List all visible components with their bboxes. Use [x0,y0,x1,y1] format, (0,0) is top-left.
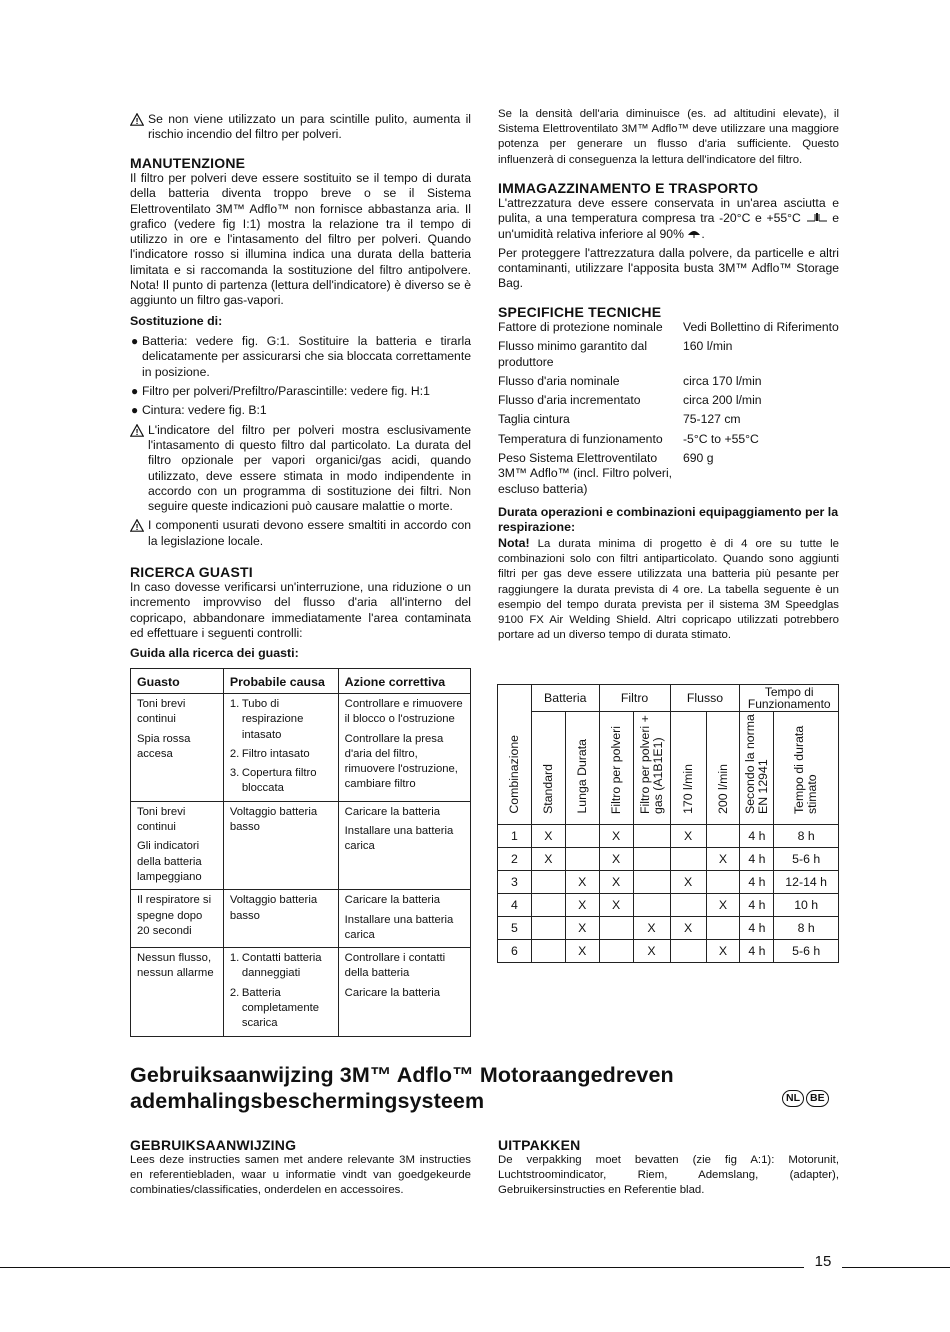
table-cell: X [599,894,633,917]
group-header: Tempo di Funzionamento [740,685,839,712]
table-cell: X [565,917,599,940]
spec-label: Fattore di protezione nominale [498,320,663,334]
column-header-label: Standard [540,764,555,814]
column-header [706,712,740,825]
table-row [498,940,839,963]
gebruik-text: Lees deze instructies samen met andere relevante 3M instructies en referentiebladen, waar u informatie vindt van goedgekeurde combinaties/classificaties, onderdelen en accessoires. [130,1154,471,1197]
warning-icon [130,424,144,437]
spec-value: Vedi Bollettino di Riferimento [683,320,839,334]
uitpakken-text: De verpakking moet bevatten (zie fig A:1): Motorunit, Luchtstroomindicator, Riem, Ademslang, (adapter), Gebruikersinstructies en Referentie blad. [498,1154,839,1197]
warning-icon [130,113,144,126]
table-row [498,894,839,917]
cell-value: Copertura filtro bloccata [241,767,317,795]
list-item: ● Batteria: vedere fig. G:1. Sostituire la batteria e tirarla delicatamente per assicurarsi che sia bloccata correttamente in posizione. [131,334,471,379]
table-cell [531,917,565,940]
section-heading-ricerca-guasti: RICERCA GUASTI [130,564,253,580]
item-number: 3. [229,767,240,780]
table-cell: 12-14 h [774,871,839,894]
table-cell: X [565,940,599,963]
spec-value: -5°C to +55°C [683,431,759,446]
manutenzione-text: Il filtro per polveri deve essere sostituito se il tempo di durata della batteria diventa troppo breve o se il Sistema Elettroventilato 3M™ Adflo™ non fornisce abbastanza aria. Il grafico (vedere fig I:1) mostra la relazione tra il tempo di utilizzo in ore e l'intasamento del filtro per polveri. Quando l'indicatore rosso si illumina indica una durata della batteria limitata e si raccomanda la sostituzione del filtro antipolvere. Nota! Il punto di partenza (lettura dell'indicatore) è diverso se è aggiunto un filtro gas-vapori. [130,171,471,308]
column-header [740,712,774,825]
spec-label: Temperatura di funzionamento [498,431,663,446]
table-cell: X [565,894,599,917]
spec-row [498,432,839,451]
spec-value: 75-127 cm [683,412,741,427]
table-header-row [131,669,471,694]
warning-spark-arrestor: Se non viene utilizzato un para scintille pulito, aumenta il rischio incendio del filtro per polveri. [130,112,471,143]
table-cell [706,825,740,848]
cell-text [230,893,333,924]
page-number: 15 [814,1253,832,1270]
combination-table [497,684,839,963]
column-header: Azione correttiva [338,669,470,694]
cell-value: Voltaggio batteria basso [229,805,318,834]
table-cell: X [565,871,599,894]
column-header [531,712,565,825]
table-row [498,871,839,894]
spec-label: Flusso d'aria nominale [498,373,620,388]
column-header-label: 170 l/min [680,764,695,814]
cell-text: Installare una batteria carica [344,825,454,853]
cell-value: Tubo di respirazione intasato [241,698,304,741]
column-header [565,712,599,825]
table-cell: X [633,917,670,940]
table-cell: 6 [498,940,532,963]
table-cell: X [670,917,706,940]
nl-title: Gebruiksaanwijzing 3M™ Adflo™ Motoraangedreven ademhalingsbeschermingsysteem [130,1063,674,1113]
table-cell: X [599,848,633,871]
group-header: Flusso [670,685,740,712]
group-header-row [498,685,839,712]
warning-filter-indicator: L'indicatore del filtro per polveri mostra esclusivamente l'intasamento di questo filtro dal particolato. La durata del filtro opzionale per vapori organici/gas acidi, quando utilizzato, deve essere stimata in modo indipendente in accordo con un programma di sostituzione dei filtri. Non seguire queste indicazioni può causare malattie o morte. [130,423,471,515]
table-cell: X [599,871,633,894]
column-header-label: 200 l/min [715,764,730,814]
warning-disposal: I componenti usurati devono essere smaltiti in accordo con la legislazione locale. [130,518,471,549]
table-cell [131,801,224,889]
table-cell [531,894,565,917]
table-cell [670,848,706,871]
spec-row [498,320,839,339]
list-item: ● Cintura: vedere fig. B:1 [131,403,267,418]
table-cell: 3 [498,871,532,894]
table-cell [633,894,670,917]
table-row [498,825,839,848]
language-badge: NL [782,1090,804,1107]
table-row [131,801,471,889]
table-row [498,848,839,871]
cell-text: Controllare e rimuovere il blocco o l'ostruzione [344,698,463,726]
cell-text [230,986,333,1032]
cell-text: Gli indicatori della batteria lampeggiano [137,840,202,883]
section-heading-specifiche: SPECIFICHE TECNICHE [498,304,662,320]
column-header-label: Tempo di durata stimato [792,725,820,814]
language-badges [782,1090,829,1107]
item-number: 1. [229,698,240,710]
table-cell [599,940,633,963]
section-heading-gebruiksaanwijzing: GEBRUIKSAANWIJZING [130,1137,297,1153]
spec-value: 690 g [683,451,714,466]
table-cell [338,948,470,1036]
cell-text [230,951,333,982]
group-header: Batteria [531,685,599,712]
bullet-icon: ● [131,334,139,349]
spec-value: circa 200 l/min [683,393,762,408]
cell-text: Toni brevi continui [137,698,186,726]
table-cell: X [670,871,706,894]
cell-text: Nessun flusso, nessun allarme [137,952,214,980]
cell-text: Installare una batteria carica [344,913,454,941]
cell-text: Toni brevi continui [137,805,186,834]
guida-label: Guida alla ricerca dei guasti: [130,646,299,661]
table-cell [131,890,224,948]
column-header [774,712,839,825]
table-cell: 4 h [740,894,774,917]
table-cell [338,801,470,889]
table-cell [670,894,706,917]
table-cell: 1 [498,825,532,848]
humidity-icon [687,228,701,239]
column-header: Probabile causa [223,669,338,694]
table-cell: X [633,940,670,963]
ricerca-text: In caso dovesse verificarsi un'interruzione, una riduzione o un incremento improvviso del flusso d'aria all'interno del copricapo, abbandonare immediatamente l'area contaminata ed effettuare i seguenti controlli: [130,580,471,640]
table-cell [599,917,633,940]
cell-text: Caricare la batteria [344,986,441,999]
table-cell [633,848,670,871]
spec-row [498,339,839,374]
column-header-label: Secondo la norma EN 12941 [742,714,770,814]
section-heading-immagazzinamento: IMMAGAZZINAMENTO E TRASPORTO [498,180,759,196]
cell-text: Caricare la batteria [344,894,441,907]
table-cell [531,871,565,894]
table-cell [223,801,338,889]
cell-value: Filtro intasato [241,747,310,760]
table-cell [223,890,338,948]
spec-row [498,393,839,412]
column-header-label: Filtro per polveri + gas (A1B1E1) [637,715,665,814]
column-header [633,712,670,825]
table-cell [223,948,338,1036]
table-cell: 8 h [774,825,839,848]
cell-text [230,805,333,836]
footer-rule [0,1267,804,1268]
table-cell: X [531,848,565,871]
cell-value: Contatti batteria danneggiati [241,952,322,980]
table-row [131,890,471,948]
column-header [599,712,633,825]
cell-text: Il respiratore si spegne dopo 20 secondi [137,894,212,937]
table-cell: 4 h [740,940,774,963]
list-item: ● Filtro per polveri/Prefiltro/Parascintille: vedere fig. H:1 [131,384,430,399]
cell-text [230,766,333,797]
cell-text: Spia rossa accesa [137,732,191,760]
table-cell [633,825,670,848]
table-cell [565,825,599,848]
column-header-label: Lunga Durata [574,739,589,814]
item-number: 1. [229,952,240,965]
item-number: 2. [229,986,240,999]
table-cell [338,890,470,948]
section-heading-manutenzione: MANUTENZIONE [130,155,246,171]
nota-text: Nota! La durata minima di progetto è di 4 ore su tutte le combinazioni solo con filtri antiparticolato. Quando sono aggiunti filtri per gas deve essere utilizzata una batteria più pesante per raggiungere la durata prevista di 4 ore. La tabella seguente è un esempio del tempo durata prevista per il sistema 3M Speedglas 9100 FX Air Welding Shield. Altri copricapo utilizzati potrebbero portare ad un diverso tempo di durata stimato. [498,535,839,642]
spec-value: circa 170 l/min [683,373,762,388]
table-cell: X [599,825,633,848]
storage-bag-text: Per proteggere l'attrezzatura dalla polvere, da particelle e altri contaminanti, utilizzare l'apposita busta 3M™ Adflo™ Storage Bag. [498,245,839,291]
table-cell [531,940,565,963]
spec-label: Flusso minimo garantito dal produttore [498,339,648,369]
nl-right-column [498,1137,839,1199]
table-cell: X [531,825,565,848]
spec-label: Peso Sistema Elettroventilato 3M™ Adflo™ (incl. Filtro polveri, escluso batteria) [498,451,673,496]
item-number: 2. [229,747,240,760]
table-cell [131,694,224,802]
table-cell: 4 h [740,848,774,871]
table-cell: 4 h [740,871,774,894]
spec-row [498,412,839,431]
language-badge: BE [806,1090,829,1107]
bullet-icon: ● [131,384,139,399]
cell-text: Controllare la presa d'aria del filtro, rimuovere l'ostruzione, cambiare filtro [344,732,458,791]
air-density-text: Se la densità dell'aria diminuisce (es. ad altitudini elevate), il Sistema Elettroventilato 3M™ Adflo™ deve utilizzare una maggiore potenza per generare un flusso d'aria sufficiente. Questo influenzerà di conseguenza la lettura dell'indicatore del filtro. [498,108,839,166]
cell-value: Voltaggio batteria basso [229,894,318,922]
table-cell [706,871,740,894]
table-cell: X [670,825,706,848]
nl-left-column [130,1137,471,1199]
cell-value: Batteria completamente scarica [241,986,320,1030]
cell-text [230,747,333,762]
spec-row [498,374,839,393]
table-cell [565,848,599,871]
column-header-row [498,712,839,825]
temperature-range-icon [806,212,828,223]
table-row [131,948,471,1036]
table-cell: 2 [498,848,532,871]
table-row [131,694,471,802]
spec-row [498,451,839,501]
spec-value: 160 l/min [683,339,733,354]
cell-text: Caricare la batteria [344,805,441,818]
bullet-icon: ● [131,403,139,418]
table-cell: 4 [498,894,532,917]
table-cell [131,948,224,1036]
table-cell [223,694,338,802]
column-header: Guasto [131,669,224,694]
spec-label: Taglia cintura [498,412,570,427]
table-cell: 4 h [740,825,774,848]
column-header-label: Filtro per polveri [608,725,623,814]
table-cell: 5-6 h [774,848,839,871]
table-cell: X [706,894,740,917]
storage-text: L'attrezzatura deve essere conservata in un'area asciutta e pulita, a una temperatura compresa tra -20°C e +55°C e un'umidità relativa inferiore al 90% . [498,196,839,241]
table-cell [633,871,670,894]
column-header: Combinazione [498,685,532,825]
table-cell: 10 h [774,894,839,917]
durata-heading: Durata operazioni e combinazioni equipaggiamento per la respirazione: [498,504,839,535]
table-cell: 5 [498,917,532,940]
table-cell: 5-6 h [774,940,839,963]
table-row [498,917,839,940]
table-cell: 8 h [774,917,839,940]
table-cell [706,917,740,940]
column-header [670,712,706,825]
specifications-table [498,320,839,501]
table-cell: X [706,848,740,871]
table-cell: X [706,940,740,963]
table-cell [670,940,706,963]
sostituzione-label: Sostituzione di: [130,313,223,328]
cell-text: Controllare i contatti della batteria [344,952,446,980]
cell-text [230,697,333,743]
table-cell [338,694,470,802]
spec-label: Flusso d'aria incrementato [498,393,641,408]
warning-icon [130,519,144,532]
section-heading-uitpakken: UITPAKKEN [498,1137,581,1153]
footer-rule [842,1267,950,1268]
group-header: Filtro [599,685,670,712]
troubleshooting-table [130,668,471,1037]
table-cell: 4 h [740,917,774,940]
